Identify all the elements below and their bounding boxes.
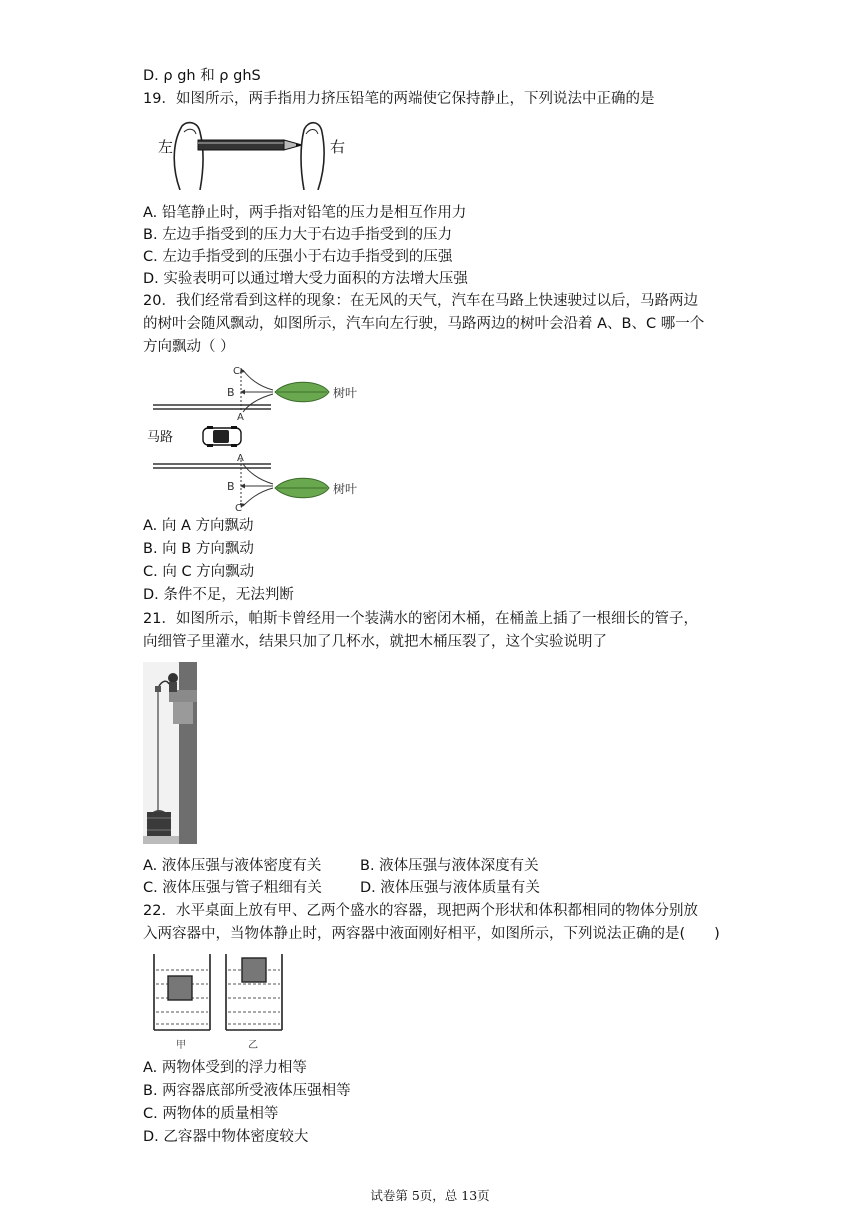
q20-label-b-bottom: B bbox=[227, 480, 235, 493]
q21-option-b: B. 液体压强与液体深度有关 bbox=[360, 858, 539, 874]
q21-stem-line-2: 向细管子里灌水，结果只加了几杯水，就把木桶压裂了，这个实验说明了 bbox=[143, 634, 607, 650]
q22-label-yi: 乙 bbox=[248, 1040, 258, 1051]
q20-stem-line-3: 方向飘动（ ） bbox=[143, 339, 235, 355]
car-icon bbox=[203, 426, 241, 447]
q20-label-b-top: B bbox=[227, 386, 235, 399]
page-footer: 试卷第 5页，总 13页 bbox=[370, 1188, 490, 1203]
left-finger-shape bbox=[174, 123, 203, 190]
container-jia bbox=[154, 954, 210, 1030]
q22-label-jia: 甲 bbox=[176, 1040, 186, 1051]
q22-stem-line-2: 入两容器中，当物体静止时，两容器中液面刚好相平，如图所示，下列说法正确的是( ) bbox=[143, 926, 720, 942]
pencil-body bbox=[198, 140, 284, 150]
q22-option-b: B. 两容器底部所受液体压强相等 bbox=[143, 1083, 351, 1099]
q21-pascal-barrel-figure bbox=[143, 662, 197, 844]
q20-option-b: B. 向 B 方向飘动 bbox=[143, 541, 254, 557]
q22-option-c: C. 两物体的质量相等 bbox=[143, 1106, 279, 1122]
q18-option-d: D. ρ gh 和 ρ ghS bbox=[143, 68, 261, 84]
q19-stem: 19．如图所示，两手指用力挤压铅笔的两端使它保持静止，下列说法中正确的是 bbox=[143, 91, 655, 107]
q20-option-c: C. 向 C 方向飘动 bbox=[143, 564, 255, 580]
q19-left-label: 左 bbox=[158, 138, 174, 156]
q19-option-b: B. 左边手指受到的压力大于右边手指受到的压力 bbox=[143, 227, 453, 243]
q20-label-a-bottom: A bbox=[237, 453, 244, 464]
q19-option-a: A. 铅笔静止时，两手指对铅笔的压力是相互作用力 bbox=[143, 205, 467, 221]
q20-leaf-label-top: 树叶 bbox=[333, 386, 358, 400]
q20-stem-line-1: 20．我们经常看到这样的现象：在无风的天气，汽车在马路上快速驶过以后，马路两边 bbox=[143, 293, 698, 309]
q20-road-label: 马路 bbox=[147, 430, 174, 445]
q20-leaf-label-bottom: 树叶 bbox=[333, 482, 358, 496]
q20-label-c-bottom: C bbox=[235, 503, 242, 512]
q20-stem-line-2: 的树叶会随风飘动，如图所示，汽车向左行驶，马路两边的树叶会沿着 A、B、C 哪一个 bbox=[143, 316, 705, 332]
q22-containers-figure bbox=[150, 952, 290, 1052]
q20-option-a: A. 向 A 方向飘动 bbox=[143, 518, 254, 534]
q22-option-a: A. 两物体受到的浮力相等 bbox=[143, 1060, 307, 1076]
q20-option-d: D. 条件不足，无法判断 bbox=[143, 587, 294, 603]
q19-pencil-figure bbox=[150, 118, 360, 190]
right-finger-shape bbox=[301, 123, 324, 190]
container-yi bbox=[226, 954, 282, 1030]
q20-road-figure bbox=[143, 360, 363, 512]
q19-right-label: 右 bbox=[330, 138, 346, 156]
q19-option-d: D. 实验表明可以通过增大受力面积的方法增大压强 bbox=[143, 271, 468, 287]
q21-option-c: C. 液体压强与管子粗细有关 bbox=[143, 880, 322, 896]
q22-stem-line-1: 22．水平桌面上放有甲、乙两个盛水的容器，现把两个形状和体积都相同的物体分别放 bbox=[143, 903, 698, 919]
q21-option-a: A. 液体压强与液体密度有关 bbox=[143, 858, 322, 874]
q22-option-d: D. 乙容器中物体密度较大 bbox=[143, 1129, 309, 1145]
q20-label-a-top: A bbox=[237, 412, 244, 423]
q21-option-d: D. 液体压强与液体质量有关 bbox=[360, 880, 540, 896]
q21-stem-line-1: 21．如图所示，帕斯卡曾经用一个装满水的密闭木桶，在桶盖上插了一根细长的管子， bbox=[143, 611, 698, 627]
q19-option-c: C. 左边手指受到的压强小于右边手指受到的压强 bbox=[143, 249, 453, 265]
q20-label-c-top: C bbox=[233, 366, 240, 377]
